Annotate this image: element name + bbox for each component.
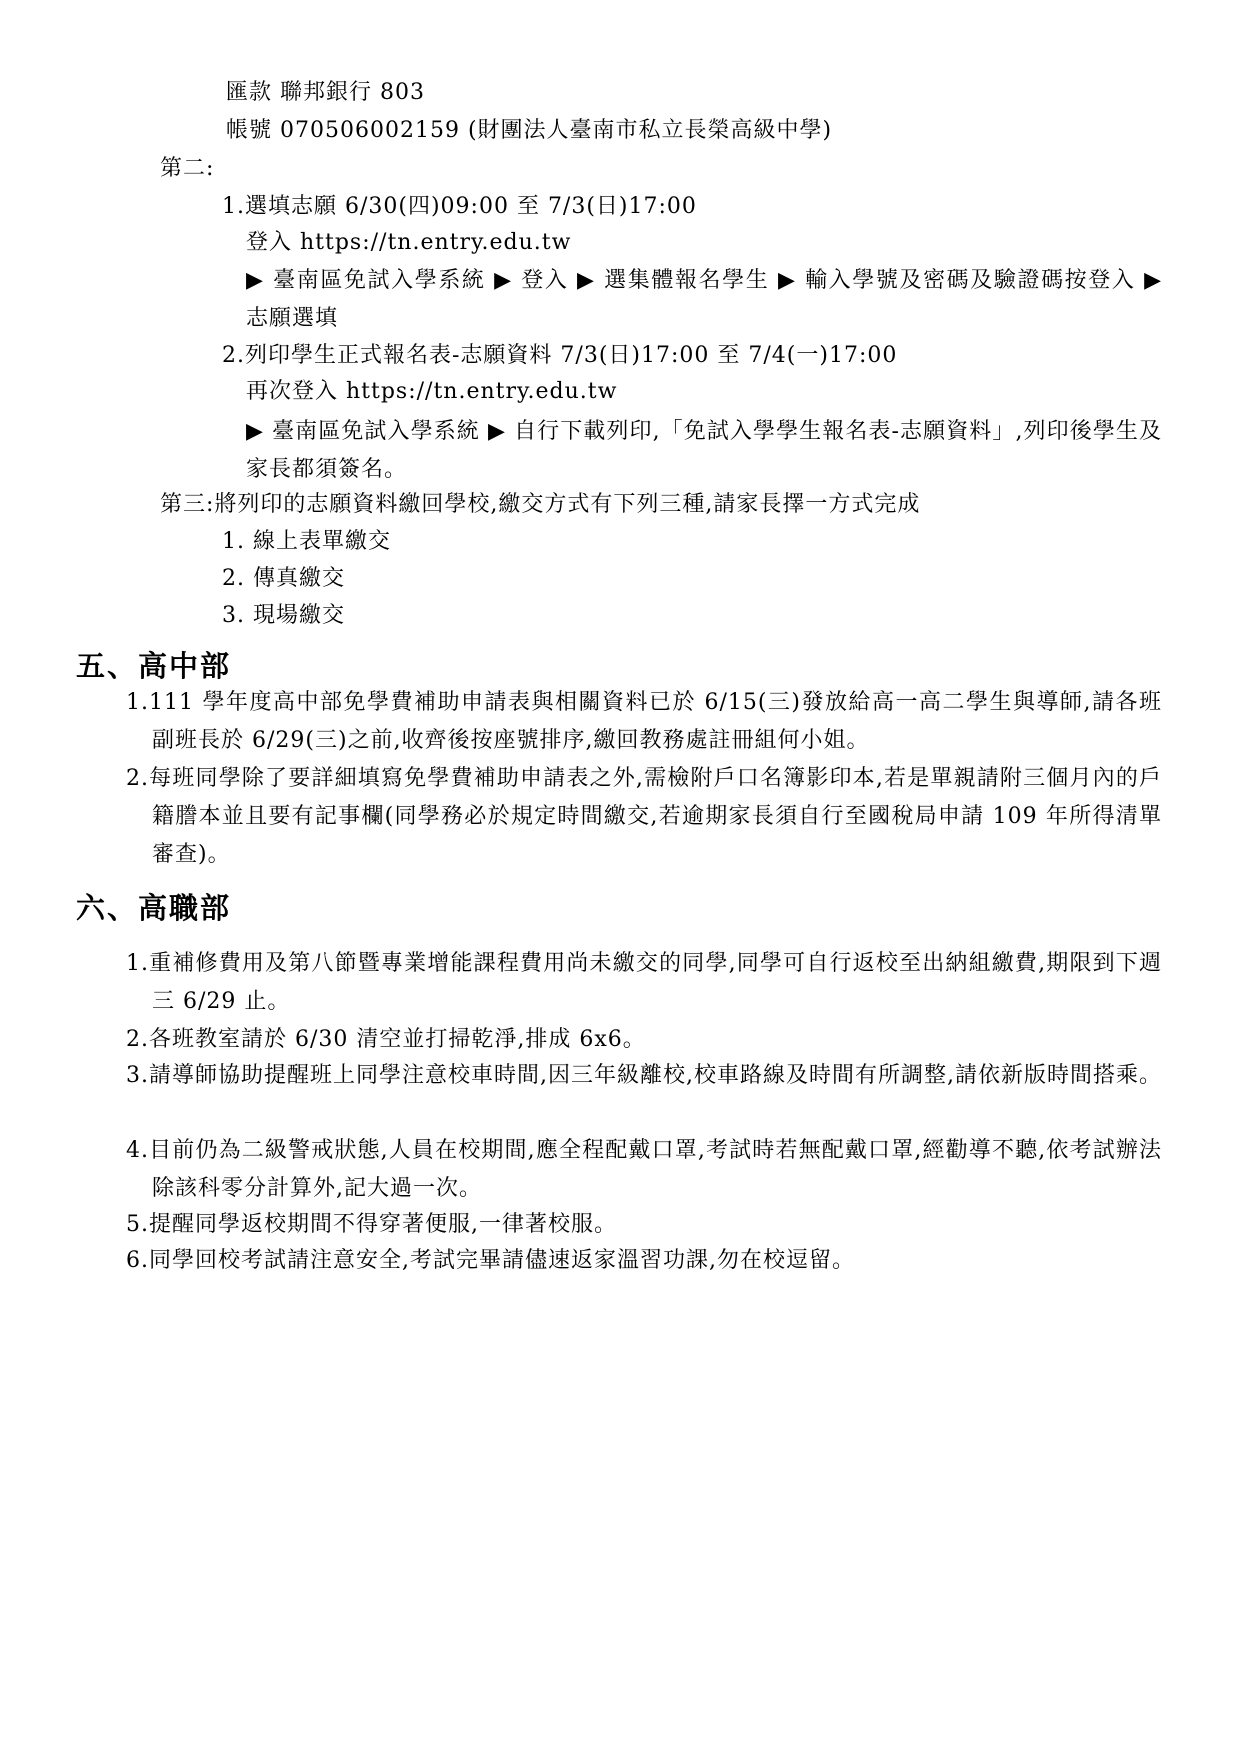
step2-item1-path: ▶ 臺南區免試入學系統 ▶ 登入 ▶ 選集體報名學生 ▶ 輸入學號及密碼及驗證碼按登入 ▶ 志願選填 — [246, 268, 1162, 331]
remit-line: 匯款 聯邦銀行 803 — [226, 80, 425, 105]
section5-item — [126, 684, 1162, 760]
step2-item1-login: 登入 https://tn.entry.edu.tw — [246, 230, 572, 255]
step2-item2: 2.列印學生正式報名表-志願資料 7/3(日)17:00 至 7/4(一)17:00 — [222, 343, 898, 368]
section5-item-text: 2.每班同學除了要詳細填寫免學費補助申請表之外,需檢附戶口名簿影印本,若是單親請附三個月內的戶籍謄本並且要有記事欄(同學務必於規定時間繳交,若逾期家長須自行至國稅局申請 109 年所得清單審查)。 — [126, 766, 1162, 867]
section6-item — [126, 945, 1162, 1021]
step2-item2-login: 再次登入 https://tn.entry.edu.tw — [246, 379, 618, 404]
section6-item — [126, 1132, 1162, 1208]
section6-item-text: 1.重補修費用及第八節暨專業增能課程費用尚未繳交的同學,同學可自行返校至出納組繳費,期限到下週三 6/29 止。 — [126, 951, 1162, 1014]
section6-item-text: 4.目前仍為二級警戒狀態,人員在校期間,應全程配戴口罩,考試時若無配戴口罩,經勸導不聽,依考試辦法除該科零分計算外,記大過一次。 — [126, 1138, 1162, 1201]
step2-label: 第二: — [160, 156, 215, 181]
step3-option: 2. 傳真繳交 — [222, 566, 345, 591]
section6-item-text: 3.請導師協助提醒班上同學注意校車時間,因三年級離校,校車路線及時間有所調整,請依新版時間搭乘。 — [126, 1063, 1162, 1088]
section5-item-text: 1.111 學年度高中部免學費補助申請表與相關資料已於 6/15(三)發放給高一高二學生與導師,請各班副班長於 6/29(三)之前,收齊後按座號排序,繳回教務處註冊組何小姐。 — [126, 690, 1162, 753]
step3-option: 1. 線上表單繳交 — [222, 529, 391, 554]
section6-item: 6.同學回校考試請注意安全,考試完畢請儘速返家溫習功課,勿在校逗留。 — [126, 1248, 855, 1273]
section6-item — [126, 1057, 1162, 1095]
step2-item1: 1.選填志願 6/30(四)09:00 至 7/3(日)17:00 — [222, 194, 697, 219]
step2-item2-path: ▶ 臺南區免試入學系統 ▶ 自行下載列印,「免試入學學生報名表-志願資料」,列印後學生及家長都須簽名。 — [246, 419, 1162, 482]
account-line: 帳號 070506002159 (財團法人臺南市私立長榮高級中學) — [226, 118, 833, 143]
step3-option: 3. 現場繳交 — [222, 603, 345, 628]
section-heading-vocational: 六、高職部 — [76, 891, 232, 925]
section5-item — [126, 760, 1162, 874]
section-heading-high-school: 五、高中部 — [76, 649, 232, 683]
section6-item: 5.提醒同學返校期間不得穿著便服,一律著校服。 — [126, 1212, 617, 1237]
step3-label: 第三:將列印的志願資料繳回學校,繳交方式有下列三種,請家長擇一方式完成 — [160, 492, 921, 517]
section6-item: 2.各班教室請於 6/30 清空並打掃乾淨,排成 6x6。 — [126, 1027, 646, 1052]
